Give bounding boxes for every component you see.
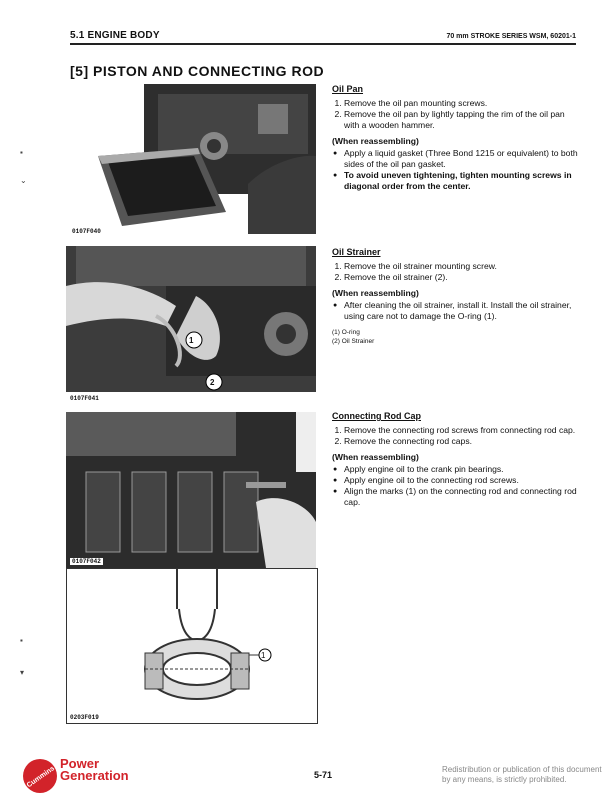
margin-mark: ▪ [20,148,23,157]
step: 2. Remove the connecting rod caps. [344,436,578,447]
oil-pan-photo [98,84,316,234]
conn-rod-cap-photo [66,412,316,568]
series-header: 70 mm STROKE SERIES WSM, 60201-1 [446,33,576,40]
legend-item: (1) O-ring [332,329,360,336]
note: ● Apply engine oil to the crank pin bearings. [344,464,578,475]
note: ● Align the marks (1) on the connecting rod and connecting rod cap. [344,486,578,508]
power-generation-brand [60,758,129,782]
legend [332,328,578,346]
page-number: 5-71 [314,770,333,780]
oil-pan-heading: Oil Pan [332,84,364,94]
legend-item: (2) Oil Strainer [332,338,375,345]
oil-strainer-heading: Oil Strainer [332,247,381,257]
margin-mark: ▾ [20,668,25,677]
brand-line: Generation [60,768,129,783]
conn-rod-cap-section [332,411,578,508]
brand-line: Power [60,756,100,771]
oil-strainer-section [332,247,578,346]
oil-strainer-photo [66,246,316,392]
callout-1: 1 [261,651,266,660]
when-reassembling: (When reassembling) [332,136,419,146]
callout-1: 1 [189,336,194,345]
oil-pan-section [332,84,578,192]
step: 1. Remove the connecting rod screws from connecting rod cap. [344,425,578,436]
connecting-rod-illustration [66,568,318,724]
page-title: [5] PISTON AND CONNECTING ROD [70,63,325,79]
note: ● Apply engine oil to the connecting rod screws. [344,475,578,486]
step: 1. Remove the oil pan mounting screws. [344,98,578,109]
step: 2. Remove the oil pan by lightly tapping the rim of the oil pan with a wooden hammer. [344,109,578,131]
svg-text:Cummins: Cummins [25,765,56,790]
when-reassembling: (When reassembling) [332,452,419,462]
figure-code: 0107F042 [72,558,101,565]
figure-code: 0203F019 [70,714,99,721]
step: 2. Remove the oil strainer (2). [344,272,578,283]
conn-rod-cap-heading: Connecting Rod Cap [332,411,421,421]
note: ● After cleaning the oil strainer, install it. Install the oil strainer, using care not to damage the O-ring (1). [344,300,578,322]
note: ● To avoid uneven tightening, tighten mounting screws in diagonal order from the center. [344,170,578,192]
cummins-logo [22,758,58,799]
margin-mark: ▪ [20,636,23,645]
figure-code: 0107F040 [72,228,101,235]
redistribution-notice: Redistribution or publication of this document by any means, is strictly prohibited. [442,765,602,784]
when-reassembling: (When reassembling) [332,288,419,298]
note: ● Apply a liquid gasket (Three Bond 1215 or equivalent) to both sides of the oil pan gasket. [344,148,578,170]
section-header: 5.1 ENGINE BODY [70,30,160,41]
step: 1. Remove the oil strainer mounting screw. [344,261,578,272]
margin-mark: ⌄ [20,176,27,185]
callout-2: 2 [210,378,215,387]
header-rule [70,43,576,45]
figure-code: 0107F041 [70,395,99,402]
